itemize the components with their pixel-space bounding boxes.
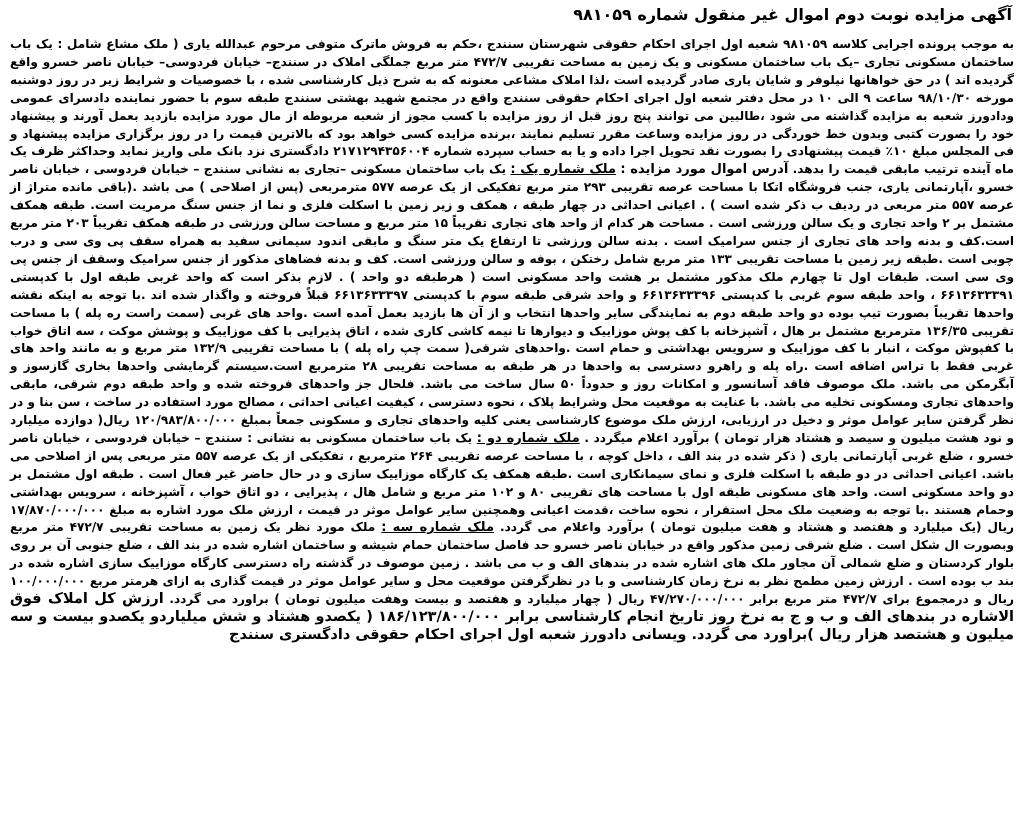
property-1-label: ملک شماره یک : <box>510 162 617 178</box>
property-3-label: ملک شماره سه : <box>381 520 495 536</box>
property-2-label: ملک شماره دو : <box>476 430 580 446</box>
total-valuation-summary: ارزش کل املاک فوق الاشاره در بندهای الف و ب و ج به نرخ روز تاریخ انجام کارشناسی برابر ۱۸۶/۱۲۳/۸۰۰/۰۰۰ ( یکصدو هشتاد و شش میلیاردو یکصدو بیست و سه میلیون و هشتصد هزار ریال )براورد می گردد. ویسانی دادورز شعبه اول اجرای احکام حقوقی دادگستری سنندج <box>10 591 1014 643</box>
property-2-text: یک باب ساختمان مسکونی به نشانی : سنندج – خیابان فردوسی ، خیابان ناصر خسرو ، ضلع غربی آپارتمانی یاری ( ذکر شده در بند الف ، داخل کوچه ، با مساحت عرصه تقریبی ۲۶۴ مترمربع ، تفکیکی از یک عرصه ۵۵۷ متر مربعی پس از اصلاحی می باشد. اعیانی احداثی در دو طبقه با اسکلت فلزی و نمای سیمانکاری است .طبقه همکف یک کارگاه موزاییک سازی و در حال حاضر غیر فعال است . طبقه اول مشتمل بر دو واحد مسکونی است. واحد های مسکونی طبقه اول با مساحت های تقریبی ۸۰ و ۱۰۲ متر مربع و شامل هال ، پذیرایی ، دو اتاق خواب ، آشپزخانه ، سرویس بهداشتی وحمام هستند .با توجه به وضعیت ملک محل استقرار ، نحوه ساخت ،قدمت اعیانی وهمچنین سایر عوامل موثر در قیمت ، ارزش ملک مورد اشاره به مبلغ ۱۷/۸۷۰/۰۰۰/۰۰۰ ریال (یک میلیارد و هفتصد و هشتاد و هفت میلیون تومان ) برآورد واعلام می گردد. <box>10 430 1014 535</box>
property-1-text: یک باب ساختمان مسکونی –تجاری به نشانی سنندج – خیابان فردوسی ، خیابان ناصر خسرو ،آپارتمانی یاری، جنب فروشگاه اتکا با مساحت عرصه تقریبی ۲۹۳ متر مربع تفکیکی از یک عرصه ۵۷۷ مترمربعی (پس از اصلاحی ) می باشد .(باقی مانده متراژ از عرصه ۵۵۷ متر مربعی در ردیف ب ذکر شده است ) . اعیانی احداثی در چهار طبقه ، همکف و زیر زمین با اسکلت فلزی و نما از جنس سنگ مرمریت است. طبقه همکف مشتمل بر ۲ واحد تجاری و یک سالن ورزشی است . مساحت هر کدام از واحد های تجاری تقریباً ۱۵ متر مربع و مساحت سالن ورزشی در طبقه همکف تقریباً ۲۰۳ متر مربع است.کف و بدنه واحد های تجاری از جنس سرامیک است . بدنه سالن ورزشی تا ارتفاع یک متر سنگ و مابقی اندود سیمانی سفید به همراه سقف پی وی سی و درب چوبی است .طبقه زیر زمین با مساحت تقریبی ۱۳۳ متر مربع شامل رختکن ، بوفه و سالن ورزشی است. کف و بدنه فضاهای مذکور از جنس سرامیک وسقف از جنس پی وی سی است. طبقات اول تا چهارم ملک مذکور مشتمل بر هشت واحد مسکونی است ( هرطبقه دو واحد ) . لازم بذکر است که واحد غربی طبقه اول با کدپستی ۶۶۱۳۶۳۳۳۹۱ ، واحد طبقه سوم غربی با کدپستی ۶۶۱۳۶۳۳۳۹۶ و واحد شرقی طبقه سوم با کدپستی ۶۶۱۳۶۳۳۳۹۷ قبلاً فروخته و واگذار شده اند .با توجه به اینکه نقشه واحدها تقریباً بصورت تیپ بوده دو واحد طبقه دوم به نمایندگی سایر واحدها انتخاب و از آن ها بازدید بعمل آمده است .واحد های غربی (سمت راست ره پله ) با مساحت تقریبی ۱۳۶/۳۵ مترمربع مشتمل بر هال ، آشپزخانه با کف پوش موزاییک و دیوارها تا نیمه کاشی کاری شده ، اتاق پذیرایی با کف موزاییک و پوشش موکت ، سه اتاق خواب با کفپوش موکت ، انبار با کف موزاییک و سرویس بهداشتی و حمام است .واحدهای شرقی( سمت چپ راه پله ) با مساحت تقریبی ۱۳۲/۹ متر مربع و به مانند واحد های غربی فقط با تراس اضافه است .راه پله و راهرو دسترسی به واحدها در هر طبقه به مساحت تقریبی ۲۸ مترمربع است.سیستم گرمایشی واحدها بخاری گازسوز و آبگرمکن می باشد. ملک موصوف فاقد آسانسور و امکانات روز و حدوداً ۵۰ سال ساخت می باشد. فلحال جز واحدهای فروخته شده و واحد طبقه دوم شرقی، مابقی واحدهای تجاری ومسکونی تخلیه می باشد. با عنایت به موقعیت محل وشرایط پلاک ، نحوه دسترسی ، کیفیت اعیانی احداثی ، مصالح مورد استفاده در ساخت ، سن بنا و در نظر گرفتن سایر عوامل موثر و دخیل در ارزیابی، ارزش ملک موضوع کارشناسی یعنی کلیه واحدهای تجاری و مسکونی جمعاً بمبلغ ۱۲۰/۹۸۳/۸۰۰/۰۰۰ ریال( دوازده میلیارد و نود هشت میلیون و سیصد و هشتاد هزار تومان ) برآورد اعلام میگردد . <box>10 162 1015 445</box>
address-heading: آدرس اموال مورد مزایده : <box>620 162 789 178</box>
notice-title: آگهی مزایده نوبت دوم اموال غیر منقول شماره ۹۸۱۰۵۹ <box>573 5 1012 24</box>
notice-body <box>10 36 1014 645</box>
intro-paragraph: به موجب پرونده اجرایی کلاسه ۹۸۱۰۵۹ شعبه اول اجرای احکام حقوقی شهرستان سنندج ،حکم به فروش ماترک متوفی مرحوم عبدالله یاری ( ملک مشاع شامل : یک باب ساختمان مسکونی تجاری –یک باب ساختمان مسکونی و یک زمین به مساحت تقریبی ۴۷۲/۷ متر مربع جملگی املاک در سنندج– خیابان فردوسی– خیابان ناصر خسرو واقع گردیده اند ) در حق خواهانها نیلوفر و شایان یاری صادر گردیده است ،لذا املاک مشاعی معنونه که به شرح ذیل کارشناسی شده ، با خصوصیات و شرایط زیر در روز دوشنبه مورخه ۹۸/۱۰/۳۰ ساعت ۹ الی ۱۰ در محل دفتر شعبه اول اجرای احکام حقوقی سنندج واقع در مجتمع شهید بهشتی سنندج طبقه سوم با حضور نماینده دادسرای عمومی ودادورز شعبه به مزایده گذاشته می شود ،طالبین می توانند پنج روز قبل از روز مزایده با کسب مجوز از شعبه مربوطه از مال مورد مزایده بازدید بعمل آورند و پیشنهاد خود را بصورت کتبی وبدون خط خوردگی در روز مزایده وساعت مقرر تسلیم نمایند ،برنده مزایده کسی خواهد بود که بالاترین قیمت را در روز برگزاری مزایده پیشنهاد و فی المجلس مبلغ ۱۰٪ قیمت پیشنهادی را بصورت نقد تحویل اجرا داده و یا به حساب سپرده شماره ۲۱۷۱۲۹۴۳۵۶۰۰۴ دادگستری نزد بانک ملی واریز نماید وحداکثر ظرف یک ماه آینده ترتیب مابقی قیمت را بدهد. <box>10 37 1015 177</box>
property-3-text: ملک مورد نظر یک زمین به مساحت تقریبی ۴۷۲/۷ متر مربع وبصورت ال شکل است . ضلع شرقی زمین مذکور واقع در خیابان ناصر خسرو حد فاصل ساختمان حمام شیشه و ساختمان اشاره شده در بند الف ، ضلع جنوبی آن بر روی بلوار کردستان و ضلع شمالی آن مجاور ملک های اشاره شده در بندهای الف و ب می باشد . زمین موصوف در گذشته راه دسترسی کارگاه موزاییک سازی اشاره شده در بند ب بوده است . ارزش زمین مطمح نظر به نرخ زمان کارشناسی و با در نظرگرفتن موقعیت محل و سایر عوامل موثر در قیمت گذاری به ازای هرمتر مربع ۱۰۰/۰۰۰/۰۰۰ ریال و درمجموع برای ۴۷۲/۷ متر مربع برابر ۴۷/۲۷۰/۰۰۰/۰۰۰ ریال ( چهار میلیارد و هفتصد و بیست وهفت میلیون تومان ) براورد می گردد. <box>10 520 1014 607</box>
